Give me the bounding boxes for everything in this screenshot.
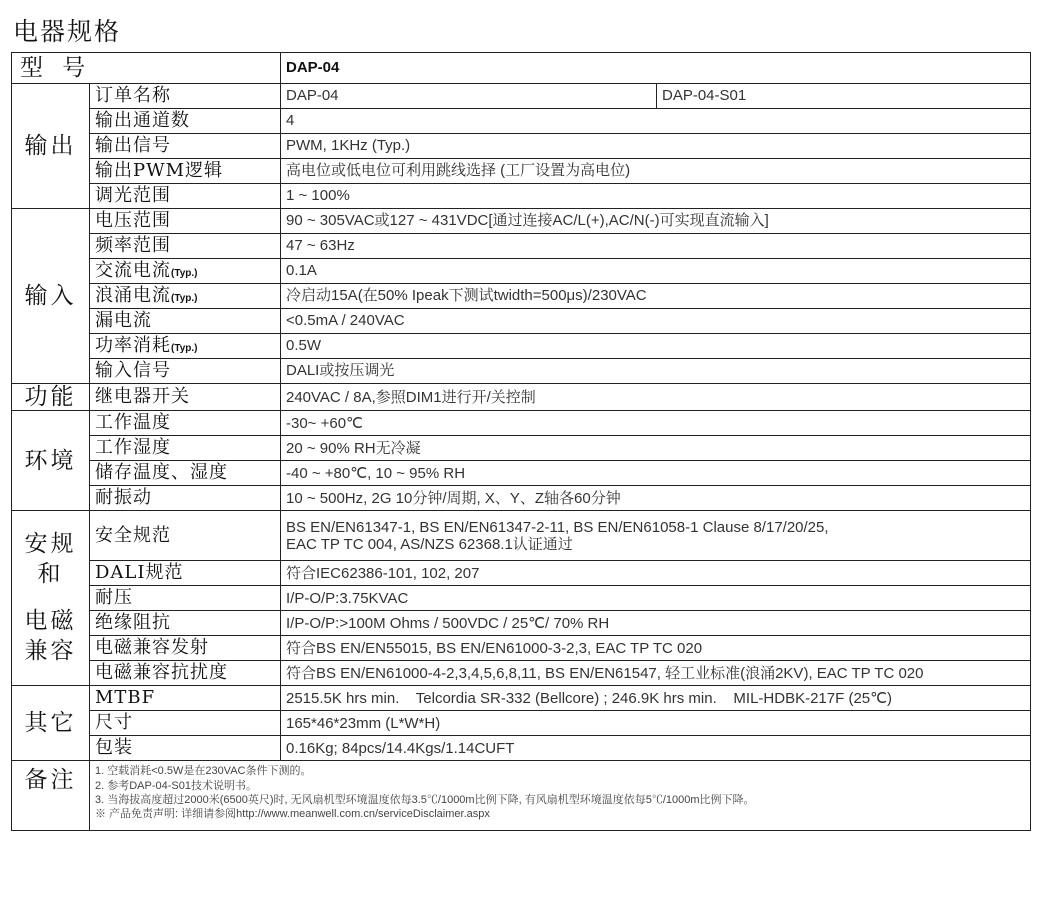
label-input-signal: 输入信号 (90, 359, 281, 384)
row-voltage (12, 209, 1031, 234)
category-spacer (12, 589, 89, 607)
label-channels: 输出通道数 (90, 109, 281, 134)
value-inrush: 冷启动15A(在50% Ipeak下测试twidth=500μs)/230VAC (281, 284, 1031, 309)
value-input-signal: DALI或按压调光 (281, 359, 1031, 384)
value-leakage: <0.5mA / 240VAC (281, 309, 1031, 334)
label-power (90, 334, 281, 359)
label-withstand: 耐压 (90, 586, 281, 611)
value-channels: 4 (281, 109, 1031, 134)
value-frequency: 47 ~ 63Hz (281, 234, 1031, 259)
row-emc-emission (12, 636, 1031, 661)
value-power: 0.5W (281, 334, 1031, 359)
value-safety-standards-line1: BS EN/EN61347-1, BS EN/EN61347-2-11, BS EN/EN61058-1 Clause 8/17/20/25, (286, 518, 829, 536)
value-packing: 0.16Kg; 84pcs/14.4Kgs/1.14CUFT (281, 736, 1031, 761)
label-relay: 继电器开关 (90, 384, 281, 411)
note-line-2: 2. 参考DAP-04-S01技术说明书。 (95, 779, 257, 792)
notes-content (90, 761, 1031, 831)
value-vibration: 10 ~ 500Hz, 2G 10分钟/周期, X、Y、Z轴各60分钟 (281, 486, 1031, 511)
label-isolation: 绝缘阻抗 (90, 611, 281, 636)
category-input: 输入 (12, 209, 90, 384)
value-mtbf: 2515.5K hrs min. Telcordia SR-332 (Bellcore) ; 246.9K hrs min. MIL-HDBK-217F (25℃) (281, 686, 1031, 711)
value-storage: -40 ~ +80℃, 10 ~ 95% RH (281, 461, 1031, 486)
value-relay: 240VAC / 8A,参照DIM1进行开/关控制 (281, 384, 1031, 411)
label-dali: DALI规范 (90, 561, 281, 586)
value-order-name-b: DAP-04-S01 (657, 84, 1031, 109)
label-frequency: 频率范围 (90, 234, 281, 259)
row-packing (12, 736, 1031, 761)
label-vibration: 耐振动 (90, 486, 281, 511)
row-work-humidity (12, 436, 1031, 461)
value-work-humidity: 20 ~ 90% RH无冷凝 (281, 436, 1031, 461)
row-input-signal (12, 359, 1031, 384)
row-isolation (12, 611, 1031, 636)
label-dimming: 调光范围 (90, 184, 281, 209)
category-safety-line3: 电磁 (24, 608, 77, 635)
typ-tag: (Typ.) (171, 267, 198, 279)
label-packing: 包装 (90, 736, 281, 761)
label-leakage: 漏电流 (90, 309, 281, 334)
value-dali: 符合IEC62386-101, 102, 207 (281, 561, 1031, 586)
value-safety-standards (281, 511, 1031, 561)
row-work-temp (12, 411, 1031, 436)
label-output-signal: 输出信号 (90, 134, 281, 159)
typ-tag: (Typ.) (171, 292, 198, 304)
value-isolation: I/P-O/P:>100M Ohms / 500VDC / 25℃/ 70% RH (281, 611, 1031, 636)
row-notes (12, 761, 1031, 831)
value-emc-emission: 符合BS EN/EN55015, BS EN/EN61000-3-2,3, EAC TP TC 020 (281, 636, 1031, 661)
label-ac-current-text: 交流电流 (95, 259, 171, 281)
category-safety-line2: 和 (37, 560, 64, 587)
label-ac-current (90, 259, 281, 284)
label-storage: 储存温度、湿度 (90, 461, 281, 486)
category-safety-line4: 兼容 (24, 638, 77, 665)
value-voltage: 90 ~ 305VAC或127 ~ 431VDC[通过连接AC/L(+),AC/N(-)可实现直流输入] (281, 209, 1031, 234)
label-work-humidity: 工作湿度 (90, 436, 281, 461)
note-line-3: 3. 当海拔高度超过2000米(6500英尺)时, 无风扇机型环境温度依每3.5℃/1000m比例下降, 有风扇机型环境温度依每5℃/1000m比例下降。 (95, 794, 755, 807)
value-emc-immunity: 符合BS EN/EN61000-4-2,3,4,5,6,8,11, BS EN/EN61547, 轻工业标准(浪涌2KV), EAC TP TC 020 (281, 661, 1031, 686)
row-dimension (12, 711, 1031, 736)
page-title: 电器规格 (13, 17, 122, 46)
label-voltage: 电压范围 (90, 209, 281, 234)
row-leakage (12, 309, 1031, 334)
spec-table (11, 52, 1031, 831)
category-safety-emc (12, 511, 90, 686)
row-power (12, 334, 1031, 359)
value-withstand: I/P-O/P:3.75KVAC (281, 586, 1031, 611)
model-value: DAP-04 (281, 53, 1031, 84)
row-mtbf (12, 686, 1031, 711)
value-dimension: 165*46*23mm (L*W*H) (281, 711, 1031, 736)
label-emc-immunity: 电磁兼容抗扰度 (90, 661, 281, 686)
category-function: 功能 (12, 384, 90, 411)
label-work-temp: 工作温度 (90, 411, 281, 436)
label-dimension: 尺寸 (90, 711, 281, 736)
row-relay (12, 384, 1031, 411)
label-order-name: 订单名称 (90, 84, 281, 109)
row-emc-immunity (12, 661, 1031, 686)
label-power-text: 功率消耗 (95, 334, 171, 356)
value-work-temp: -30~ +60℃ (281, 411, 1031, 436)
model-label: 型 号 (12, 53, 281, 84)
label-emc-emission: 电磁兼容发射 (90, 636, 281, 661)
note-line-1: 1. 空载消耗<0.5W是在230VAC条件下测的。 (95, 765, 312, 778)
category-output: 输出 (12, 84, 90, 209)
row-withstand (12, 586, 1031, 611)
label-inrush (90, 284, 281, 309)
value-output-signal: PWM, 1KHz (Typ.) (281, 134, 1031, 159)
row-dimming (12, 184, 1031, 209)
row-channels (12, 109, 1031, 134)
row-frequency (12, 234, 1031, 259)
category-notes: 备注 (12, 761, 90, 831)
label-pwm-logic: 输出PWM逻辑 (90, 159, 281, 184)
row-ac-current (12, 259, 1031, 284)
row-inrush (12, 284, 1031, 309)
label-mtbf: MTBF (90, 686, 281, 711)
value-order-name-a: DAP-04 (281, 84, 657, 109)
category-others: 其它 (12, 686, 90, 761)
row-dali (12, 561, 1031, 586)
row-order-name (12, 84, 1031, 109)
row-storage (12, 461, 1031, 486)
row-vibration (12, 486, 1031, 511)
value-pwm-logic: 高电位或低电位可利用跳线选择 (工厂设置为高电位) (281, 159, 1031, 184)
category-safety-line1: 安规 (24, 530, 77, 557)
row-model (12, 53, 1031, 84)
note-disclaimer: ※ 产品免责声明: 详细请参阅http://www.meanwell.com.cn/serviceDisclaimer.aspx (95, 808, 490, 821)
typ-tag: (Typ.) (171, 342, 198, 354)
value-ac-current: 0.1A (281, 259, 1031, 284)
category-environment: 环境 (12, 411, 90, 511)
row-pwm-logic (12, 159, 1031, 184)
row-output-signal (12, 134, 1031, 159)
label-inrush-text: 浪涌电流 (95, 284, 171, 306)
label-safety-standards: 安全规范 (90, 511, 281, 561)
value-dimming: 1 ~ 100% (281, 184, 1031, 209)
value-safety-standards-line2: EAC TP TC 004, AS/NZS 62368.1认证通过 (286, 535, 573, 553)
row-safety-standards (12, 511, 1031, 561)
